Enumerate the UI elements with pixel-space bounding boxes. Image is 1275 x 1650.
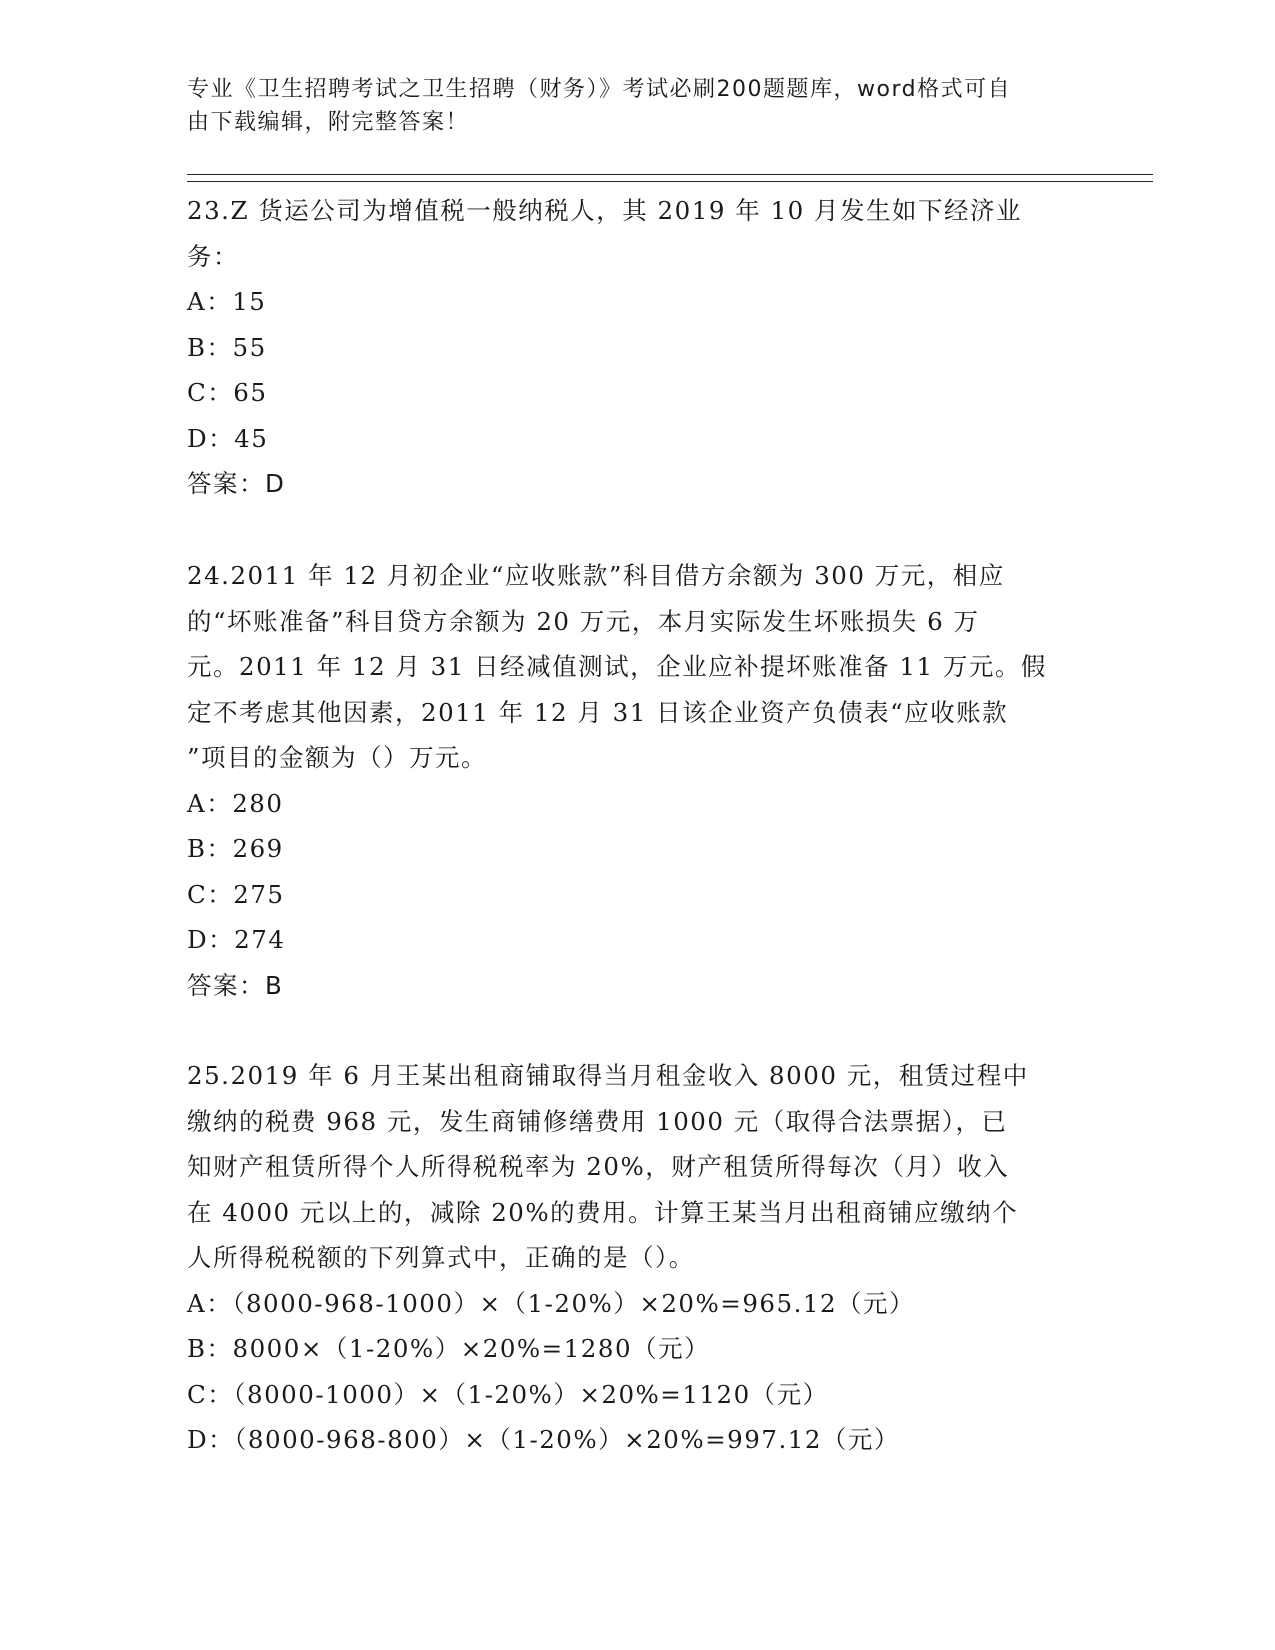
option-b: B：55 <box>187 332 267 362</box>
header-line-2: 由下载编辑，附完整答案！ <box>187 110 470 135</box>
option-c: C：65 <box>187 378 268 407</box>
answer-line: 答案：D <box>187 469 286 498</box>
question-stem-line: 人所得税税额的下列算式中，正确的是（）。 <box>187 1243 695 1272</box>
question-stem-line: 缴纳的税费 968 元，发生商铺修缮费用 1000 元（取得合法票据），已 <box>187 1106 1008 1136</box>
answer-line: 答案：B <box>187 970 284 1000</box>
question-stem-line: 定不考虑其他因素，2011 年 12 月 31 日该企业资产负债表“应收账款 <box>187 697 1009 727</box>
question-stem-line: 的“坏账准备”科目贷方余额为 20 万元，本月实际发生坏账损失 6 万 <box>187 606 980 636</box>
question-stem-line: 在 4000 元以上的，减除 20%的费用。计算王某当月出租商铺应缴纳个 <box>187 1197 1019 1227</box>
document-header <box>187 73 1067 139</box>
option-c: C：275 <box>187 879 285 909</box>
question-stem-line: 25.2019 年 6 月王某出租商铺取得当月租金收入 8000 元，租赁过程中 <box>187 1061 1029 1090</box>
question-stem-line: ”项目的金额为（）万元。 <box>187 743 488 772</box>
option-a: A：280 <box>187 788 284 818</box>
option-b: B：8000×（1-20%）×20%=1280（元） <box>187 1334 711 1363</box>
option-a: A：15 <box>187 287 267 316</box>
question-stem-line: 务： <box>187 241 239 271</box>
question-stem-line: 24.2011 年 12 月初企业“应收账款”科目借方余额为 300 万元，相应 <box>187 561 1005 590</box>
question-23 <box>187 188 1067 507</box>
question-stem-line: 元。2011 年 12 月 31 日经减值测试，企业应补提坏账准备 11 万元。假 <box>187 652 1047 681</box>
header-line-1: 专业《卫生招聘考试之卫生招聘（财务）》考试必刷200题题库，word格式可自 <box>187 77 1012 102</box>
question-25 <box>187 1053 1067 1463</box>
option-d: D：（8000-968-800）×（1-20%）×20%=997.12（元） <box>187 1425 900 1454</box>
option-a: A：（8000-968-1000）×（1-20%）×20%=965.12（元） <box>187 1288 916 1318</box>
question-stem-line: 知财产租赁所得个人所得税税率为 20%，财产租赁所得每次（月）收入 <box>187 1152 1010 1181</box>
header-divider-top <box>187 174 1153 175</box>
question-stem-line: 23.Z 货运公司为增值税一般纳税人，其 2019 年 10 月发生如下经济业 <box>187 196 1022 225</box>
question-24 <box>187 553 1067 1008</box>
option-b: B：269 <box>187 834 284 863</box>
header-divider-bottom <box>187 181 1153 182</box>
option-d: D：274 <box>187 925 286 954</box>
option-d: D：45 <box>187 423 269 453</box>
option-c: C：（8000-1000）×（1-20%）×20%=1120（元） <box>187 1379 829 1409</box>
